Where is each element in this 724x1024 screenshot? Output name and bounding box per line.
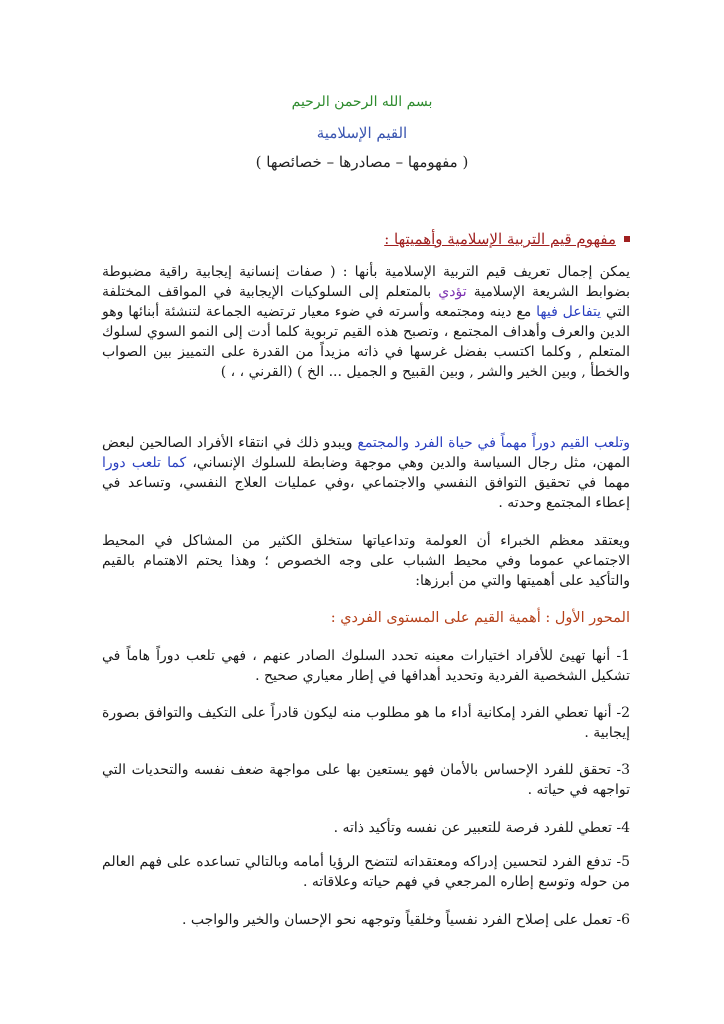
list-item: 1- أنها تهيئ للأفراد اختيارات معينه تحدد السلوك الصادر عنهم ، فهي تلعب دوراً هاماً في تشكيل الشخصية الفردية وتحديد أهدافها في إطار معياري صحيح .	[102, 648, 630, 684]
p2-highlight-play: كما تلعب دورا	[102, 455, 187, 471]
list-item: 2- أنها تعطي الفرد إمكانية أداء ما هو مطلوب منه ليكون قادراً على التكيف والتوافق بصورة إيجابية .	[102, 705, 630, 741]
square-bullet-icon	[624, 236, 630, 242]
p2-text-b: ويبدو ذلك في انتقاء الأفراد الصالحين لبعض المهن، مثل رجال السياسة والدين وهي موجهة وضابطة للسلوك الإنساني،	[102, 435, 630, 471]
section-heading-text: مفهوم قيم التربية الإسلامية وأهميتها :	[384, 230, 616, 248]
section-heading	[384, 230, 630, 248]
p1-text-e: مع دينه ومجتمعه وأسرته في ضوء معيار ترتضيه الجماعة لتنشئة أبنائها وهو الدين والعرف وأهداف المجتمع ، وتصبح هذه القيم تربوية كلما أدت إلى النمو السوي لسلوك المتعلم , وكلما اكتسب بفضل غرسها في ذاته مزيداً من القدرة على التمييز بين الصواب والخطأ , وبين الخير والشر , وبين القبيح و الجميل ... الخ ) (القرني ، ، )	[102, 304, 630, 380]
p1-text-a: يمكن إجمال تعريف قيم التربية الإسلامية بأنها : ( صفات إنسانية إيجابية راقية مضبوطة بضوابط الشريعة الإسلامية	[102, 264, 631, 300]
page-title: القيم الإسلامية	[316, 124, 408, 142]
p2-text-d: مهما في تحقيق التوافق النفسي والاجتماعي ،وفي عمليات العلاج النفسي، وتساعد في إعطاء المجتمع وحدته .	[102, 475, 630, 511]
p2-highlight-role: وتلعب القيم دوراً مهماً في حياة الفرد والمجتمع	[357, 435, 630, 451]
p1-text-c: بالمتعلم إلى السلوكيات الإيجابية في المواقف المختلفة التي	[102, 284, 631, 320]
paragraph-role	[102, 433, 630, 513]
list-item: 3- تحقق للفرد الإحساس بالأمان فهو يستعين بها على مواجهة ضعف نفسه والتحديات التي تواجهه في حياته .	[102, 762, 630, 798]
list-item: 4- تعطي للفرد فرصة للتعبير عن نفسه وتأكيد ذاته .	[333, 820, 630, 836]
paragraph-globalization: ويعتقد معظم الخبراء أن العولمة وتداعياتها ستخلق الكثير من المشاكل في المحيط الاجتماعي عموما وفي محيط الشباب على وجه الخصوص ؛ وهذا يحتم الاهتمام بالقيم والتأكيد على أهميتها والتي من أبرزها:	[102, 533, 630, 589]
p1-highlight-yatafaal: يتفاعل فيها	[536, 304, 602, 320]
axis-heading: المحور الأول : أهمية القيم على المستوى الفردي :	[330, 610, 630, 626]
list-item: 6- تعمل على إصلاح الفرد نفسياً وخلقياً وتوجهه نحو الإحسان والخير والواجب .	[181, 912, 630, 928]
basmala: بسم الله الرحمن الرحيم	[291, 94, 433, 110]
paragraph-definition	[102, 262, 630, 382]
list-item: 5- تدفع الفرد لتحسين إدراكه ومعتقداته لتتضح الرؤيا أمامه وبالتالي تساعده على فهم العالم من حوله وتوسع إطاره المرجعي في فهم حياته وعلاقاته .	[102, 854, 630, 890]
page-subtitle: ( مفهومها – مصادرها – خصائصها )	[255, 153, 469, 171]
p1-highlight-tuaddi: تؤدي	[438, 284, 467, 300]
